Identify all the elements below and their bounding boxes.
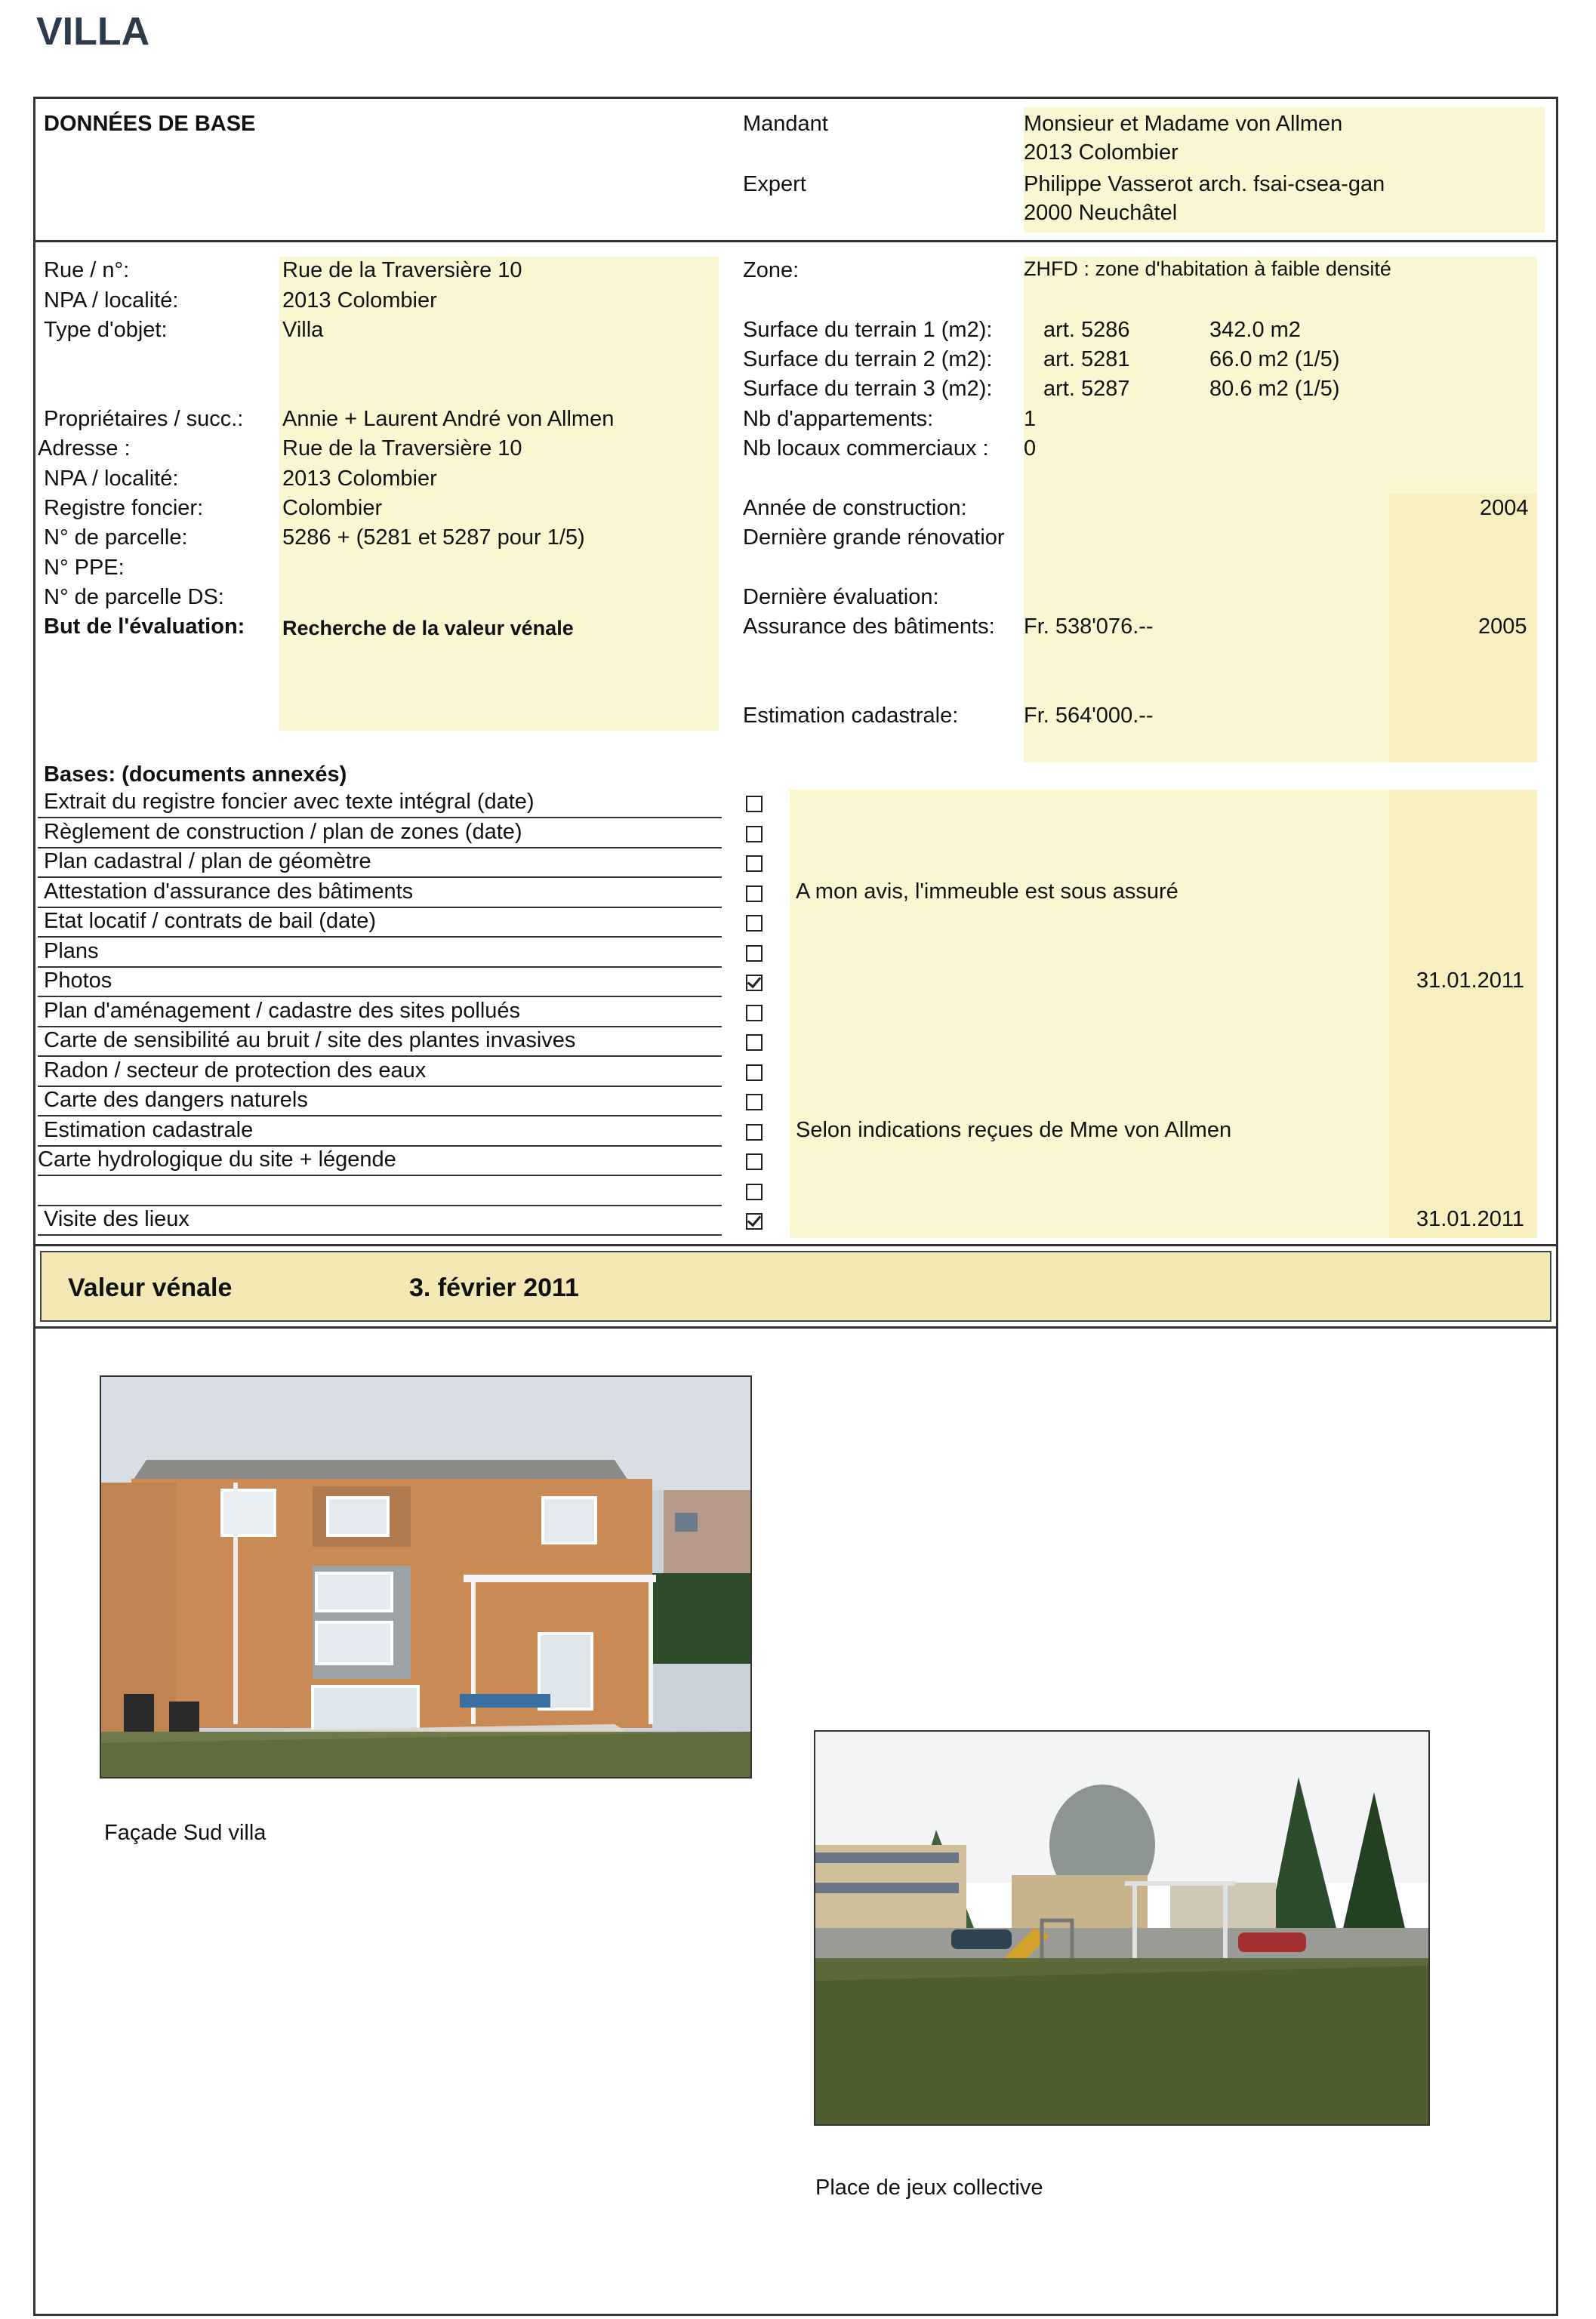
- section-label: DONNÉES DE BASE: [44, 112, 256, 136]
- bases-checkbox[interactable]: [746, 945, 763, 962]
- bases-item-date: 31.01.2011: [1416, 969, 1524, 993]
- parcelle-label: N° de parcelle:: [44, 525, 188, 550]
- valeur-label: Valeur vénale: [68, 1273, 233, 1302]
- type-label: Type d'objet:: [44, 318, 168, 342]
- bases-checkbox[interactable]: [746, 1034, 763, 1051]
- bases-checkbox[interactable]: [746, 1005, 763, 1021]
- cadastrale-label: Estimation cadastrale:: [743, 704, 959, 728]
- locaux-label: Nb locaux commerciaux :: [743, 436, 989, 460]
- bases-checkbox[interactable]: [746, 1094, 763, 1110]
- bases-item-label: Plan cadastral / plan de géomètre: [44, 849, 371, 873]
- page-title: VILLA: [36, 10, 150, 54]
- bases-checkbox[interactable]: [746, 855, 763, 872]
- bases-checkbox[interactable]: [746, 885, 763, 902]
- adresse-value: Rue de la Traversière 10: [282, 436, 522, 460]
- zone-label: Zone:: [743, 258, 800, 282]
- mandant-name: Monsieur et Madame von Allmen: [1024, 112, 1343, 136]
- bases-title: Bases: (documents annexés): [44, 762, 347, 787]
- assurance-label: Assurance des bâtiments:: [743, 614, 995, 639]
- expert-name: Philippe Vasserot arch. fsai-csea-gan: [1024, 172, 1385, 196]
- bases-row-divider: [38, 966, 722, 968]
- ppe-label: N° PPE:: [44, 556, 125, 580]
- registre-value: Colombier: [282, 496, 383, 520]
- bases-checkbox[interactable]: [746, 1213, 763, 1230]
- surf3-value: 80.6 m2 (1/5): [1209, 377, 1340, 401]
- npa-value: 2013 Colombier: [282, 288, 437, 313]
- bases-item-label: Carte des dangers naturels: [44, 1088, 308, 1112]
- valeur-date: 3. février 2011: [409, 1273, 579, 1302]
- mandant-locality: 2013 Colombier: [1024, 140, 1179, 165]
- npa2-value: 2013 Colombier: [282, 467, 437, 491]
- bases-item-label: Plans: [44, 938, 99, 963]
- bases-row-divider: [38, 1175, 722, 1176]
- prop-value: Annie + Laurent André von Allmen: [282, 407, 615, 431]
- bases-item-date: 31.01.2011: [1416, 1207, 1524, 1231]
- bases-item-label: Radon / secteur de protection des eaux: [44, 1058, 427, 1083]
- caption-facade: Façade Sud villa: [104, 1821, 267, 1845]
- bases-item-label: Visite des lieux: [44, 1207, 189, 1231]
- bases-item-label: Attestation d'assurance des bâtiments: [44, 879, 414, 904]
- annee-label: Année de construction:: [743, 496, 967, 520]
- bases-item-note: A mon avis, l'immeuble est sous assuré: [796, 879, 1179, 904]
- mandant-label: Mandant: [743, 112, 828, 136]
- assurance-year: 2005: [1478, 614, 1527, 639]
- registre-label: Registre foncier:: [44, 496, 204, 520]
- bases-item-label: Plan d'aménagement / cadastre des sites pollués: [44, 998, 521, 1023]
- facade-photo: [100, 1375, 752, 1779]
- expert-label: Expert: [743, 172, 806, 196]
- locaux-value: 0: [1024, 436, 1037, 460]
- surf3-art: art. 5287: [1043, 377, 1130, 401]
- adresse-label: Adresse :: [38, 436, 131, 460]
- playground-photo: [814, 1730, 1430, 2126]
- bases-item-label: Photos: [44, 969, 112, 993]
- rue-label: Rue / n°:: [44, 258, 130, 282]
- surf1-art: art. 5286: [1043, 318, 1130, 342]
- renov-label: Dernière grande rénovatior: [743, 525, 1005, 550]
- parcelle-value: 5286 + (5281 et 5287 pour 1/5): [282, 525, 585, 550]
- appart-value: 1: [1024, 407, 1037, 431]
- bases-row-divider: [38, 1234, 722, 1236]
- npa2-label: NPA / localité:: [44, 467, 179, 491]
- caption-playground: Place de jeux collective: [815, 2176, 1043, 2200]
- bases-item-label: Etat locatif / contrats de bail (date): [44, 909, 377, 933]
- bases-checkbox[interactable]: [746, 975, 763, 991]
- surf2-label: Surface du terrain 2 (m2):: [743, 347, 993, 371]
- bases-row-divider: [38, 936, 722, 938]
- bases-item-note: Selon indications reçues de Mme von Allmen: [796, 1117, 1232, 1142]
- assurance-value: Fr. 538'076.--: [1024, 614, 1154, 639]
- annee-value: 2004: [1480, 496, 1529, 520]
- bases-item-label: Règlement de construction / plan de zones (date): [44, 819, 522, 844]
- surf1-value: 342.0 m2: [1209, 318, 1301, 342]
- zone-value: ZHFD : zone d'habitation à faible densité: [1024, 257, 1391, 280]
- bases-item-label: Carte de sensibilité au bruit / site des plantes invasives: [44, 1028, 576, 1052]
- expert-locality: 2000 Neuchâtel: [1024, 201, 1178, 225]
- bases-checkbox[interactable]: [746, 1064, 763, 1081]
- bases-checkbox[interactable]: [746, 826, 763, 842]
- surf2-value: 66.0 m2 (1/5): [1209, 347, 1340, 371]
- prop-label: Propriétaires / succ.:: [44, 407, 244, 431]
- appart-label: Nb d'appartements:: [743, 407, 934, 431]
- bases-item-label: Estimation cadastrale: [44, 1117, 254, 1142]
- surf2-art: art. 5281: [1043, 347, 1130, 371]
- bases-item-label: Extrait du registre foncier avec texte intégral (date): [44, 790, 535, 814]
- bases-item-label: Carte hydrologique du site + légende: [38, 1147, 396, 1172]
- cadastrale-value: Fr. 564'000.--: [1024, 704, 1154, 728]
- surf3-label: Surface du terrain 3 (m2):: [743, 377, 993, 401]
- rue-value: Rue de la Traversière 10: [282, 258, 522, 282]
- npa-label: NPA / localité:: [44, 288, 179, 313]
- bases-checkbox[interactable]: [746, 1124, 763, 1141]
- but-value: Recherche de la valeur vénale: [282, 617, 574, 639]
- but-label: But de l'évaluation:: [44, 614, 245, 639]
- bases-checkbox[interactable]: [746, 1153, 763, 1170]
- parcelle-ds-label: N° de parcelle DS:: [44, 585, 224, 609]
- eval-label: Dernière évaluation:: [743, 585, 939, 609]
- bases-checkbox[interactable]: [746, 915, 763, 932]
- bases-checkbox[interactable]: [746, 1184, 763, 1200]
- type-value: Villa: [282, 318, 324, 342]
- bases-checkbox[interactable]: [746, 796, 763, 812]
- surf1-label: Surface du terrain 1 (m2):: [743, 318, 993, 342]
- valeur-bar: [33, 1244, 1558, 1329]
